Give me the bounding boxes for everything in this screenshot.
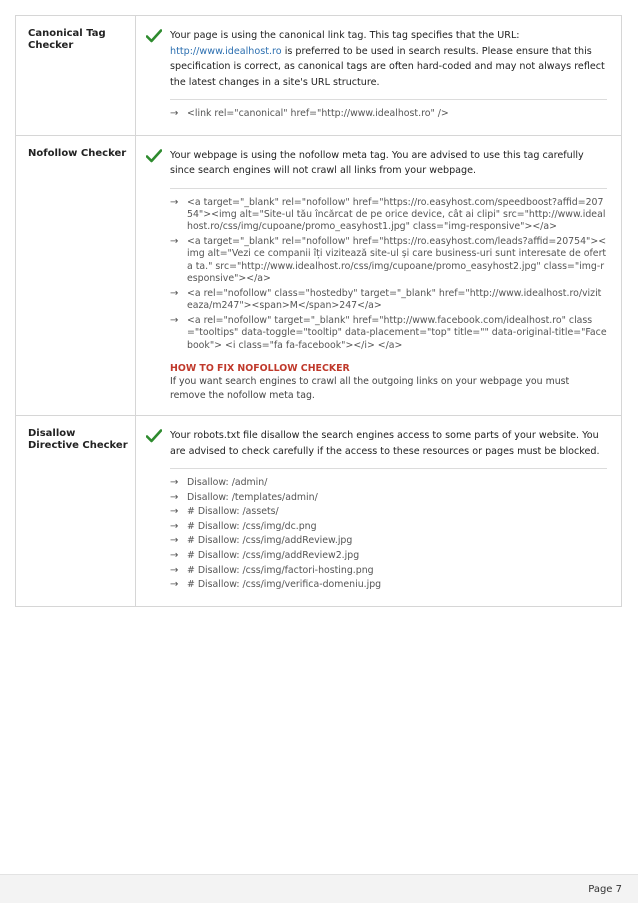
fix-heading: HOW TO FIX NOFOLLOW CHECKER	[170, 363, 350, 375]
canonical-tag-row	[16, 16, 621, 136]
list-item: → <a rel="nofollow" class="hostedby" target="_blank" href="http://www.idealhost.ro/viziteaza/m247"><span>M</span>247</a>	[170, 287, 602, 312]
list-item: → # Disallow: /css/img/verifica-domeniu.jpg	[170, 579, 382, 591]
list-item: → # Disallow: /css/img/addReview.jpg	[170, 535, 353, 547]
arrow-right-icon: →	[170, 520, 179, 532]
arrow-right-icon: →	[170, 564, 179, 576]
row-label: Canonical Tag Checker	[16, 16, 136, 135]
arrow-right-icon: →	[170, 535, 179, 547]
list-item: → # Disallow: /css/img/addReview2.jpg	[170, 550, 360, 561]
list-item: → # Disallow: /assets/	[170, 506, 279, 518]
list-item: → <a target="_blank" rel="nofollow" href="https://ro.easyhost.com/leads?affid=20754"><img alt="Vezi ce companii îți vizitează site-ul și care business-uri sunt interesate de oferta ta." src="http://www.idealhost.ro/css/img/cupoane/promo_easyhost2.jpg" class="img-responsive"></a>	[170, 236, 607, 285]
row-label: Disallow Directive Checker	[16, 416, 136, 606]
list-item: → <a target="_blank" rel="nofollow" href="https://ro.easyhost.com/speedboost?affid=20754"><img alt="Site-ul tău încărcat de pe orice device, cât ai clipi" src="http://www.idealhost.ro/css/img/cupoane/promo_easyhost1.jpg" class="img-responsive"></a>	[170, 196, 606, 233]
row-description: Your webpage is using the nofollow meta tag. You are advised to use this tag carefully since search engines will not crawl all links from your webpage.	[170, 149, 584, 177]
checkmark-icon	[146, 28, 170, 123]
arrow-right-icon: →	[170, 196, 179, 208]
row-label: Nofollow Checker	[16, 136, 136, 415]
checkmark-icon	[146, 428, 170, 594]
nofollow-row	[16, 136, 621, 416]
arrow-right-icon: →	[170, 236, 179, 247]
arrow-right-icon: →	[170, 108, 179, 119]
row-description: Your page is using the canonical link tag. This tag specifies that the URL: http://www.idealhost.ro is preferred to be used in search results. Please ensure that this specification is correct, as canonical tags are often hard-coded and may not always reflect the latest changes in a site's URL structure.	[170, 30, 605, 88]
list-item: → # Disallow: /css/img/dc.png	[170, 520, 317, 532]
disallow-directive-row	[16, 416, 621, 607]
row-content	[136, 416, 621, 606]
arrow-right-icon: →	[170, 506, 179, 518]
row-content	[136, 136, 621, 415]
arrow-right-icon: →	[170, 314, 179, 326]
list-item: → # Disallow: /css/img/factori-hosting.png	[170, 564, 374, 576]
arrow-right-icon: →	[170, 550, 179, 561]
fix-text: If you want search engines to crawl all the outgoing links on your webpage you must remove the nofollow meta tag.	[170, 376, 570, 402]
divider	[170, 468, 607, 469]
checkmark-icon	[146, 148, 170, 403]
list-item: → <link rel="canonical" href="http://www.idealhost.ro" />	[170, 108, 449, 119]
arrow-right-icon: →	[170, 287, 179, 299]
list-item: → Disallow: /admin/	[170, 477, 268, 489]
page-footer	[0, 874, 638, 903]
arrow-right-icon: →	[170, 477, 179, 489]
list-item: → Disallow: /templates/admin/	[170, 491, 318, 503]
divider	[170, 188, 607, 189]
row-description: Your robots.txt file disallow the search engines access to some parts of your website. You are advised to check carefully if the access to these resources or pages must be blocked.	[170, 430, 600, 457]
divider	[170, 99, 607, 100]
row-content	[136, 16, 621, 135]
canonical-url-link[interactable]: http://www.idealhost.ro	[170, 45, 282, 57]
arrow-right-icon: →	[170, 491, 179, 503]
list-item: → <a rel="nofollow" target="_blank" href="http://www.facebook.com/idealhost.ro" class="tooltips" data-toggle="tooltip" data-placement="top" title="" data-original-title="Facebook"> <i class="fa fa-facebook"></i> </a>	[170, 314, 607, 351]
seo-report-table	[15, 15, 622, 607]
page-number: Page 7	[588, 884, 622, 895]
arrow-right-icon: →	[170, 579, 179, 591]
item-list	[170, 477, 607, 592]
item-list	[170, 197, 607, 352]
item-list	[170, 108, 607, 120]
